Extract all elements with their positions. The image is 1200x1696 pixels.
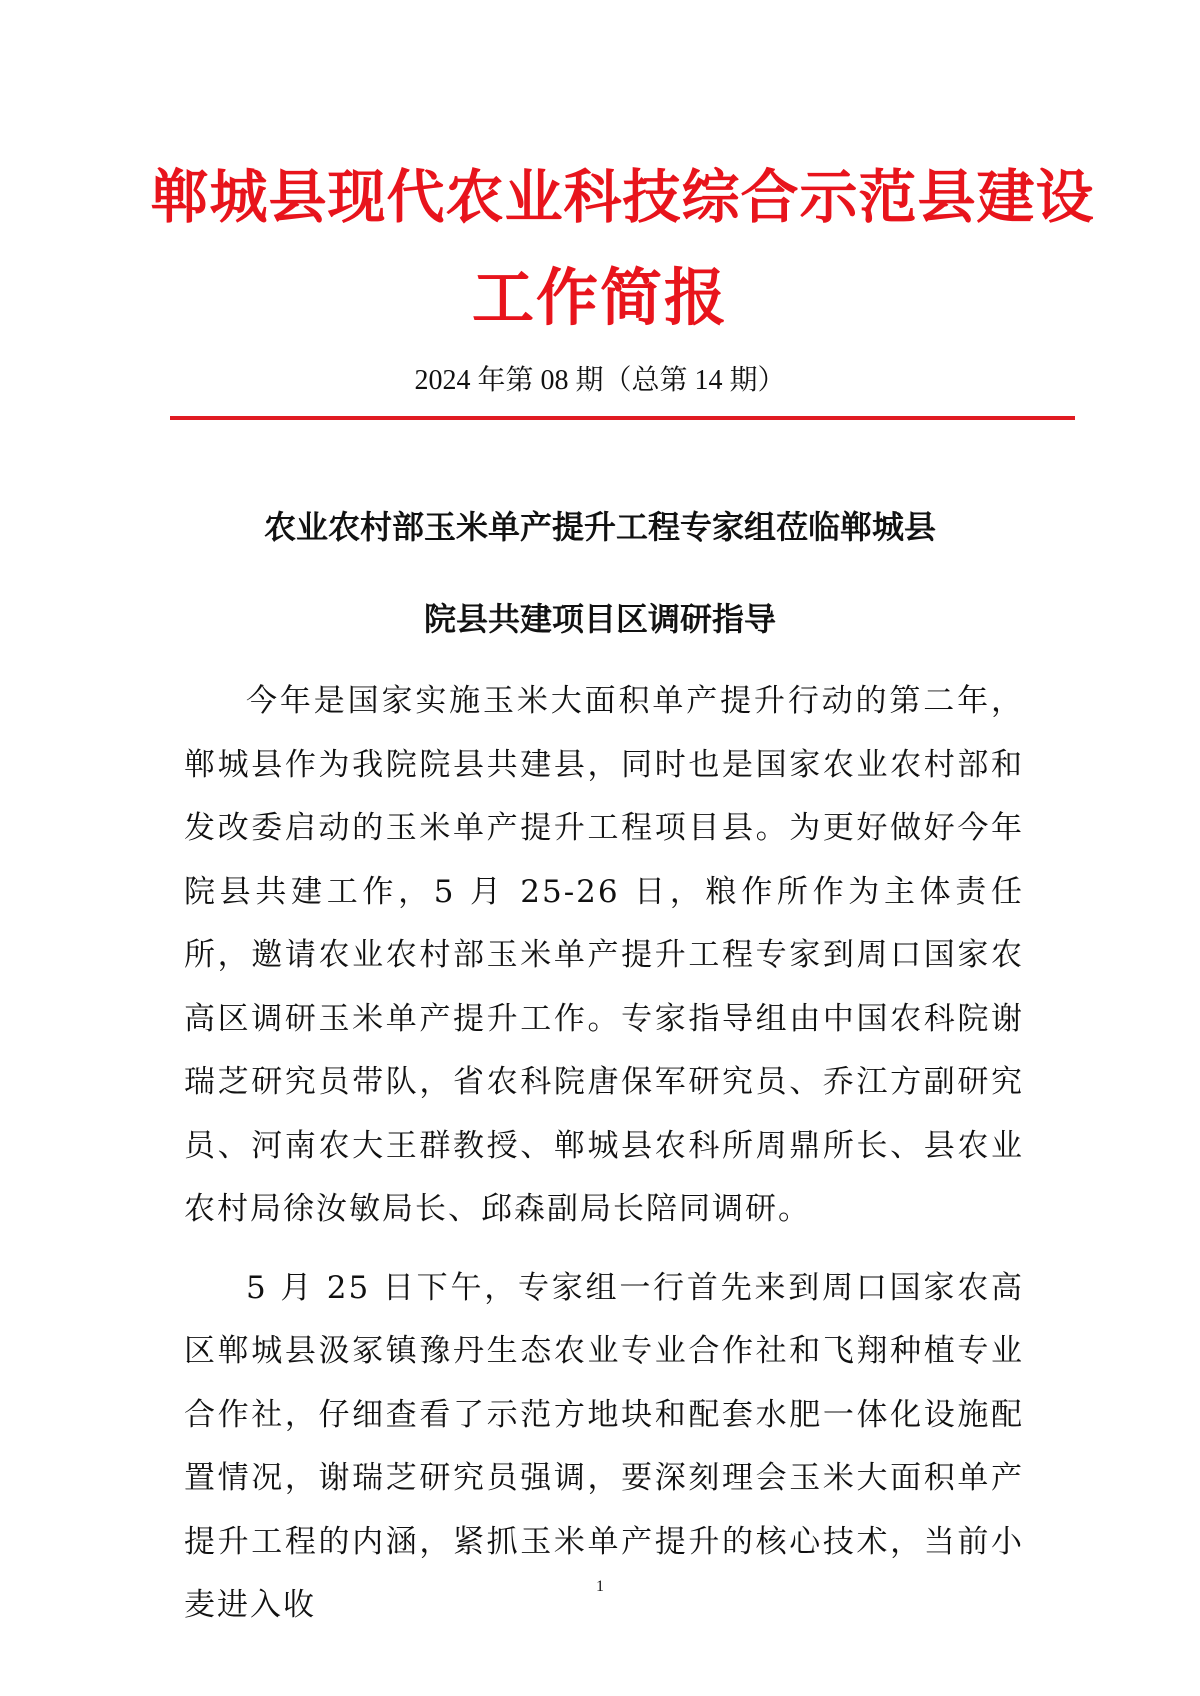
paragraph: 5 月 25 日下午，专家组一行首先来到周口国家农高区郸城县汲冢镇豫丹生态农业专业合作社和飞翔种植专业合作社，仔细查看了示范方地块和配套水肥一体化设施配置情况，谢瑞芝研究员强调，要深刻理会玉米大面积单产提升工程的内涵，紧抓玉米单产提升的核心技术，当前小麦进入收 <box>184 1269 1024 1623</box>
masthead-divider <box>170 416 1075 420</box>
issue-number: 2024 年第 08 期（总第 14 期） <box>414 365 786 396</box>
masthead-title: 郸城县现代农业科技综合示范县建设 <box>150 163 1095 231</box>
page-number: 1 <box>596 1578 604 1595</box>
article-title-line2: 院县共建项目区调研指导 <box>423 600 776 638</box>
article-body <box>184 670 1024 1638</box>
article-title-line1: 农业农村部玉米单产提升工程专家组莅临郸城县 <box>263 508 936 546</box>
masthead-subtitle: 工作简报 <box>471 261 728 334</box>
paragraph: 今年是国家实施玉米大面积单产提升行动的第二年，郸城县作为我院院县共建县，同时也是国家农业农村部和发改委启动的玉米单产提升工程项目县。为更好做好今年院县共建工作，5 月 25-26 日，粮作所作为主体责任所，邀请农业农村部玉米单产提升工程专家到周口国家农高区调研玉米单产提升工作。专家指导组由中国农科院谢瑞芝研究员带队，省农科院唐保军研究员、乔江方副研究员、河南农大王群教授、郸城县农科所周鼎所长、县农业农村局徐汝敏局长、邱森副局长陪同调研。 <box>184 683 1024 1227</box>
